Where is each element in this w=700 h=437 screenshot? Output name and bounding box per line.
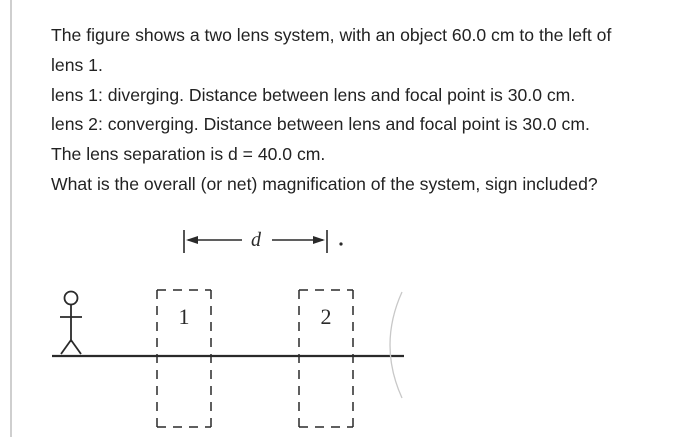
- lens-1-label: 1: [178, 304, 190, 329]
- question-line-2: lens 1.: [51, 54, 103, 75]
- object-head: [65, 292, 78, 305]
- question-line-4: lens 2: converging. Distance between lens and focal point is 30.0 cm.: [51, 114, 590, 135]
- question-line-6: What is the overall (or net) magnification of the system, sign included?: [51, 173, 598, 194]
- question-line-3: lens 1: diverging. Distance between lens and focal point is 30.0 cm.: [51, 84, 576, 105]
- separation-right-arrowhead: [313, 236, 325, 244]
- object-right-leg: [71, 340, 81, 354]
- object-left-leg: [61, 340, 71, 354]
- question-line-1: The figure shows a two lens system, with an object 60.0 cm to the left of: [51, 25, 612, 45]
- question-line-5: The lens separation is d = 40.0 cm.: [51, 144, 326, 165]
- lens-2-label: 2: [320, 304, 332, 329]
- separation-left-arrowhead: [186, 236, 198, 244]
- faint-arc: [390, 292, 402, 398]
- separation-indicator: [184, 230, 343, 253]
- separation-dot: [339, 242, 342, 245]
- object-stick-figure: [60, 292, 82, 355]
- separation-label: d: [251, 229, 261, 251]
